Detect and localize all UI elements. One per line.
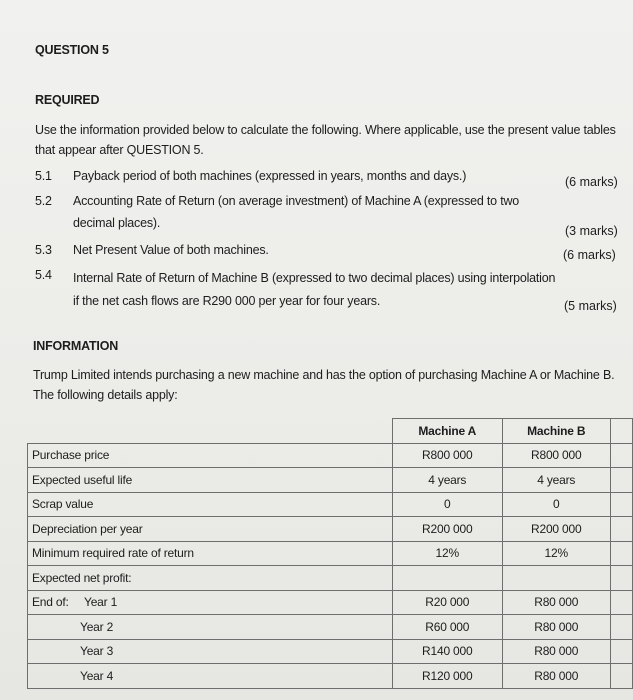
machine-b-value: 12% xyxy=(502,541,610,566)
machine-a-value xyxy=(392,566,502,591)
machine-a-value: 4 years xyxy=(392,468,502,493)
item-text: Accounting Rate of Return (on average investment) of Machine A (expressed to two xyxy=(73,194,520,208)
required-intro-line2: that appear after QUESTION 5. xyxy=(35,143,204,157)
machine-a-header: Machine A xyxy=(392,419,502,444)
year-row-label xyxy=(28,664,393,689)
table-row xyxy=(28,443,633,468)
machine-b-value: R80 000 xyxy=(502,639,610,664)
machine-b-value: R80 000 xyxy=(502,615,610,640)
table-cell-blank xyxy=(610,541,632,566)
table-row xyxy=(28,517,633,542)
year-label: Year 2 xyxy=(80,619,114,634)
machine-a-value: 12% xyxy=(392,541,502,566)
machine-a-value: R140 000 xyxy=(392,639,502,664)
year-row-label xyxy=(28,590,393,615)
machine-b-value xyxy=(502,566,610,591)
table-header-row xyxy=(28,419,633,444)
table-cell-blank xyxy=(610,468,632,493)
table-cell-blank xyxy=(610,517,632,542)
machine-comparison-table xyxy=(27,418,633,689)
item-number: 5.4 xyxy=(35,268,52,282)
table-cell-blank xyxy=(610,639,632,664)
row-label: Depreciation per year xyxy=(28,517,393,542)
item-marks: (5 marks) xyxy=(564,299,617,313)
end-of-label: End of: xyxy=(32,595,69,610)
machine-a-value: R200 000 xyxy=(392,517,502,542)
table-row xyxy=(28,566,633,591)
item-number: 5.1 xyxy=(35,169,52,183)
item-marks: (6 marks) xyxy=(563,248,616,262)
table-header-blank xyxy=(28,419,393,444)
table-row xyxy=(28,492,633,517)
table-cell-blank xyxy=(610,566,632,591)
item-text-continued: decimal places). xyxy=(73,216,161,230)
year-label: Year 1 xyxy=(84,595,118,610)
item-marks: (3 marks) xyxy=(565,224,618,238)
item-text: Payback period of both machines (expressed in years, months and days.) xyxy=(73,169,467,183)
information-line2: The following details apply: xyxy=(33,388,178,402)
row-label: Minimum required rate of return xyxy=(28,541,393,566)
year-row-label xyxy=(28,615,393,640)
item-number: 5.3 xyxy=(35,243,52,257)
question-title: QUESTION 5 xyxy=(35,43,109,57)
machine-a-value: R120 000 xyxy=(392,664,502,689)
machine-b-header: Machine B xyxy=(502,419,610,444)
machine-a-value: 0 xyxy=(392,492,502,517)
table-cell-blank xyxy=(610,664,632,689)
information-heading: INFORMATION xyxy=(33,339,119,353)
machine-b-value: R80 000 xyxy=(502,590,610,615)
machine-b-value: 4 years xyxy=(502,468,610,493)
table-row xyxy=(28,541,633,566)
table-row xyxy=(28,639,633,664)
year-label: Year 3 xyxy=(80,644,114,659)
year-label: Year 4 xyxy=(80,668,114,683)
item-text-continued: if the net cash flows are R290 000 per year for four years. xyxy=(73,294,381,308)
machine-a-value: R20 000 xyxy=(392,590,502,615)
information-line1: Trump Limited intends purchasing a new machine and has the option of purchasing Machine A or Machine B. xyxy=(33,368,615,382)
table-cell-blank xyxy=(610,492,632,517)
machine-b-value: R80 000 xyxy=(502,664,610,689)
machine-b-value: 0 xyxy=(502,492,610,517)
table-row xyxy=(28,590,633,615)
machine-b-value: R200 000 xyxy=(502,517,610,542)
table-cell-blank xyxy=(610,615,632,640)
row-label: Expected useful life xyxy=(28,468,393,493)
item-text: Net Present Value of both machines. xyxy=(73,243,269,257)
machine-a-value: R60 000 xyxy=(392,615,502,640)
table-cell-blank xyxy=(610,419,632,444)
table-row xyxy=(28,468,633,493)
required-intro-line1: Use the information provided below to calculate the following. Where applicable, use the present value tables xyxy=(35,123,616,137)
item-text: Internal Rate of Return of Machine B (expressed to two decimal places) using interpolation xyxy=(73,271,556,285)
year-row-label xyxy=(28,639,393,664)
required-heading: REQUIRED xyxy=(35,93,100,107)
table-cell-blank xyxy=(610,443,632,468)
item-marks: (6 marks) xyxy=(565,175,618,189)
table-row xyxy=(28,615,633,640)
item-number: 5.2 xyxy=(35,194,52,208)
row-label: Scrap value xyxy=(28,492,393,517)
machine-a-value: R800 000 xyxy=(392,443,502,468)
machine-b-value: R800 000 xyxy=(502,443,610,468)
table-row xyxy=(28,664,633,689)
row-label: Expected net profit: xyxy=(28,566,393,591)
row-label: Purchase price xyxy=(28,443,393,468)
table-cell-blank xyxy=(610,590,632,615)
